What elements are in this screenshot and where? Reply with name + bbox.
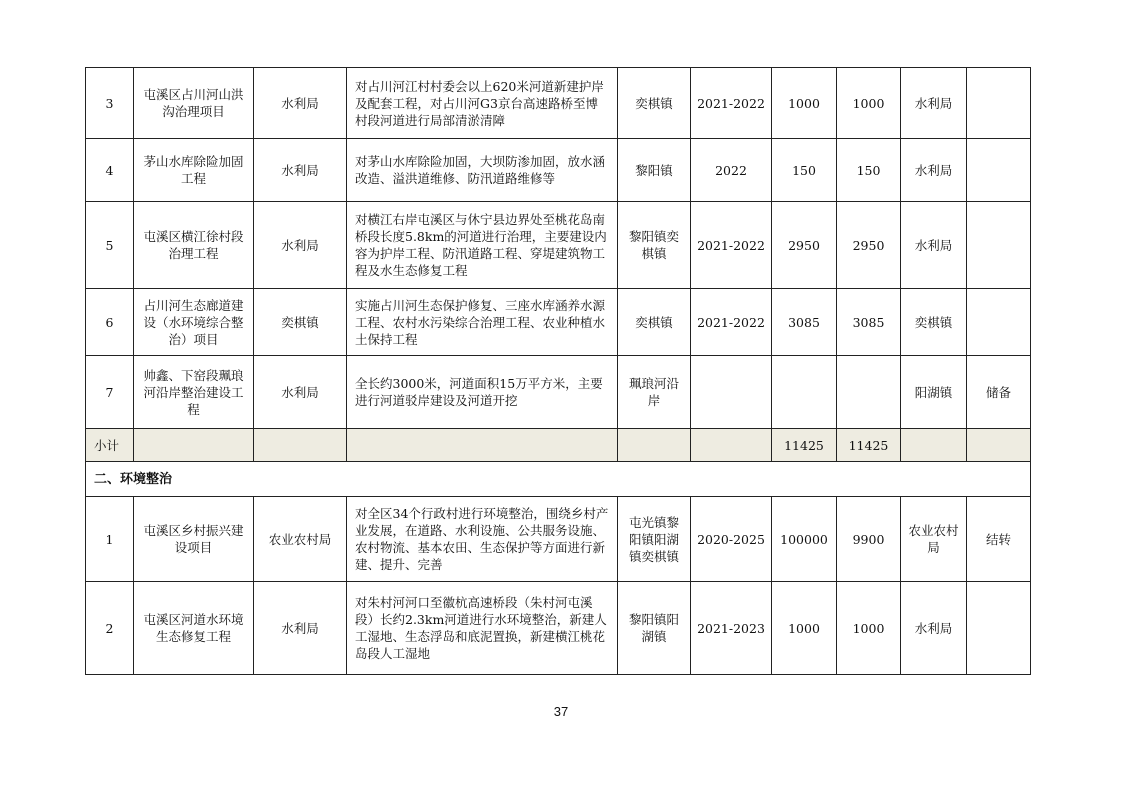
row-number-cell: 2 (86, 582, 134, 675)
table-row (86, 139, 1031, 202)
construction-period-cell (691, 356, 772, 429)
table-row (86, 497, 1031, 582)
project-location-cell: 黎阳镇奕棋镇 (618, 202, 691, 289)
planned-investment-cell: 3085 (837, 289, 901, 356)
responsible-unit-cell: 水利局 (254, 68, 347, 139)
planned-investment-cell (837, 356, 901, 429)
table-row (86, 582, 1031, 675)
subtotal-empty-cell (901, 429, 967, 462)
remark-cell: 储备 (967, 356, 1031, 429)
table-row (86, 289, 1031, 356)
section-heading-row (86, 462, 1031, 497)
planned-investment-cell: 2950 (837, 202, 901, 289)
total-investment-cell: 1000 (772, 582, 837, 675)
construction-content-cell: 对占川河江村村委会以上620米河道新建护岸及配套工程，对占川河G3京台高速路桥至博村段河道进行局部清淤清障 (347, 68, 618, 139)
subtotal-section (86, 429, 1031, 497)
project-location-cell: 奕棋镇 (618, 289, 691, 356)
subtotal-empty-cell (691, 429, 772, 462)
construction-content-cell: 对全区34个行政村进行环境整治，围绕乡村产业发展，在道路、水利设施、公共服务设施、农村物流、基本农田、生态保护等方面进行新建、提升、完善 (347, 497, 618, 582)
row-number-cell: 1 (86, 497, 134, 582)
remark-cell (967, 202, 1031, 289)
construction-period-cell: 2022 (691, 139, 772, 202)
responsible-unit-cell: 水利局 (254, 356, 347, 429)
planned-investment-cell: 150 (837, 139, 901, 202)
page-number: 37 (553, 704, 569, 719)
project-location-cell: 黎阳镇阳湖镇 (618, 582, 691, 675)
project-name-cell: 占川河生态廊道建设（水环境综合整治）项目 (134, 289, 254, 356)
construction-content-cell: 对茅山水库除险加固，大坝防渗加固，放水涵改造、溢洪道维修、防汛道路维修等 (347, 139, 618, 202)
row-number-cell: 3 (86, 68, 134, 139)
construction-period-cell: 2020-2025 (691, 497, 772, 582)
project-location-cell: 屯光镇黎阳镇阳湖镇奕棋镇 (618, 497, 691, 582)
lead-department-cell: 水利局 (901, 582, 967, 675)
project-name-cell: 屯溪区占川河山洪沟治理项目 (134, 68, 254, 139)
construction-period-cell: 2021-2022 (691, 68, 772, 139)
row-number-cell: 5 (86, 202, 134, 289)
construction-content-cell: 实施占川河生态保护修复、三座水库涵养水源工程、农村水污染综合治理工程、农业种植水土保持工程 (347, 289, 618, 356)
responsible-unit-cell: 水利局 (254, 202, 347, 289)
planned-investment-cell: 1000 (837, 68, 901, 139)
total-investment-cell: 100000 (772, 497, 837, 582)
responsible-unit-cell: 农业农村局 (254, 497, 347, 582)
construction-content-cell: 对朱村河河口至徽杭高速桥段（朱村河屯溪段）长约2.3km河道进行水环境整治，新建人工湿地、生态浮岛和底泥置换，新建横江桃花岛段人工湿地 (347, 582, 618, 675)
project-name-cell: 屯溪区河道水环境生态修复工程 (134, 582, 254, 675)
construction-content-cell: 对横江右岸屯溪区与休宁县边界处至桃花岛南桥段长度5.8km的河道进行治理，主要建设内容为护岸工程、防汛道路工程、穿堤建筑物工程及水生态修复工程 (347, 202, 618, 289)
lead-department-cell: 奕棋镇 (901, 289, 967, 356)
subtotal-empty-cell (967, 429, 1031, 462)
total-investment-cell: 150 (772, 139, 837, 202)
total-investment-cell: 3085 (772, 289, 837, 356)
construction-period-cell: 2021-2022 (691, 202, 772, 289)
planned-investment-cell: 9900 (837, 497, 901, 582)
subtotal-empty-cell (134, 429, 254, 462)
project-location-cell: 奕棋镇 (618, 68, 691, 139)
total-investment-cell: 2950 (772, 202, 837, 289)
project-name-cell: 茅山水库除险加固工程 (134, 139, 254, 202)
project-name-cell: 帅鑫、下窑段珮琅河沿岸整治建设工程 (134, 356, 254, 429)
subtotal-total: 11425 (772, 429, 837, 462)
remark-cell: 结转 (967, 497, 1031, 582)
remark-cell (967, 139, 1031, 202)
section-title: 二、环境整治 (86, 462, 1031, 497)
responsible-unit-cell: 水利局 (254, 139, 347, 202)
subtotal-planned: 11425 (837, 429, 901, 462)
table-row (86, 68, 1031, 139)
lead-department-cell: 农业农村局 (901, 497, 967, 582)
subtotal-row (86, 429, 1031, 462)
total-investment-cell (772, 356, 837, 429)
table-row (86, 202, 1031, 289)
project-table (85, 67, 1031, 675)
construction-period-cell: 2021-2022 (691, 289, 772, 356)
construction-period-cell: 2021-2023 (691, 582, 772, 675)
project-location-cell: 黎阳镇 (618, 139, 691, 202)
project-location-cell: 珮琅河沿岸 (618, 356, 691, 429)
remark-cell (967, 289, 1031, 356)
subtotal-label: 小计 (86, 429, 134, 462)
construction-content-cell: 全长约3000米，河道面积15万平方米，主要进行河道驳岸建设及河道开挖 (347, 356, 618, 429)
project-name-cell: 屯溪区乡村振兴建设项目 (134, 497, 254, 582)
subtotal-empty-cell (347, 429, 618, 462)
remark-cell (967, 582, 1031, 675)
project-name-cell: 屯溪区横江徐村段治理工程 (134, 202, 254, 289)
lead-department-cell: 水利局 (901, 202, 967, 289)
responsible-unit-cell: 奕棋镇 (254, 289, 347, 356)
row-number-cell: 4 (86, 139, 134, 202)
table-row (86, 356, 1031, 429)
total-investment-cell: 1000 (772, 68, 837, 139)
project-rows-water (86, 68, 1031, 429)
project-rows-environment (86, 497, 1031, 675)
row-number-cell: 7 (86, 356, 134, 429)
planned-investment-cell: 1000 (837, 582, 901, 675)
lead-department-cell: 阳湖镇 (901, 356, 967, 429)
remark-cell (967, 68, 1031, 139)
subtotal-empty-cell (618, 429, 691, 462)
lead-department-cell: 水利局 (901, 68, 967, 139)
lead-department-cell: 水利局 (901, 139, 967, 202)
row-number-cell: 6 (86, 289, 134, 356)
subtotal-empty-cell (254, 429, 347, 462)
responsible-unit-cell: 水利局 (254, 582, 347, 675)
